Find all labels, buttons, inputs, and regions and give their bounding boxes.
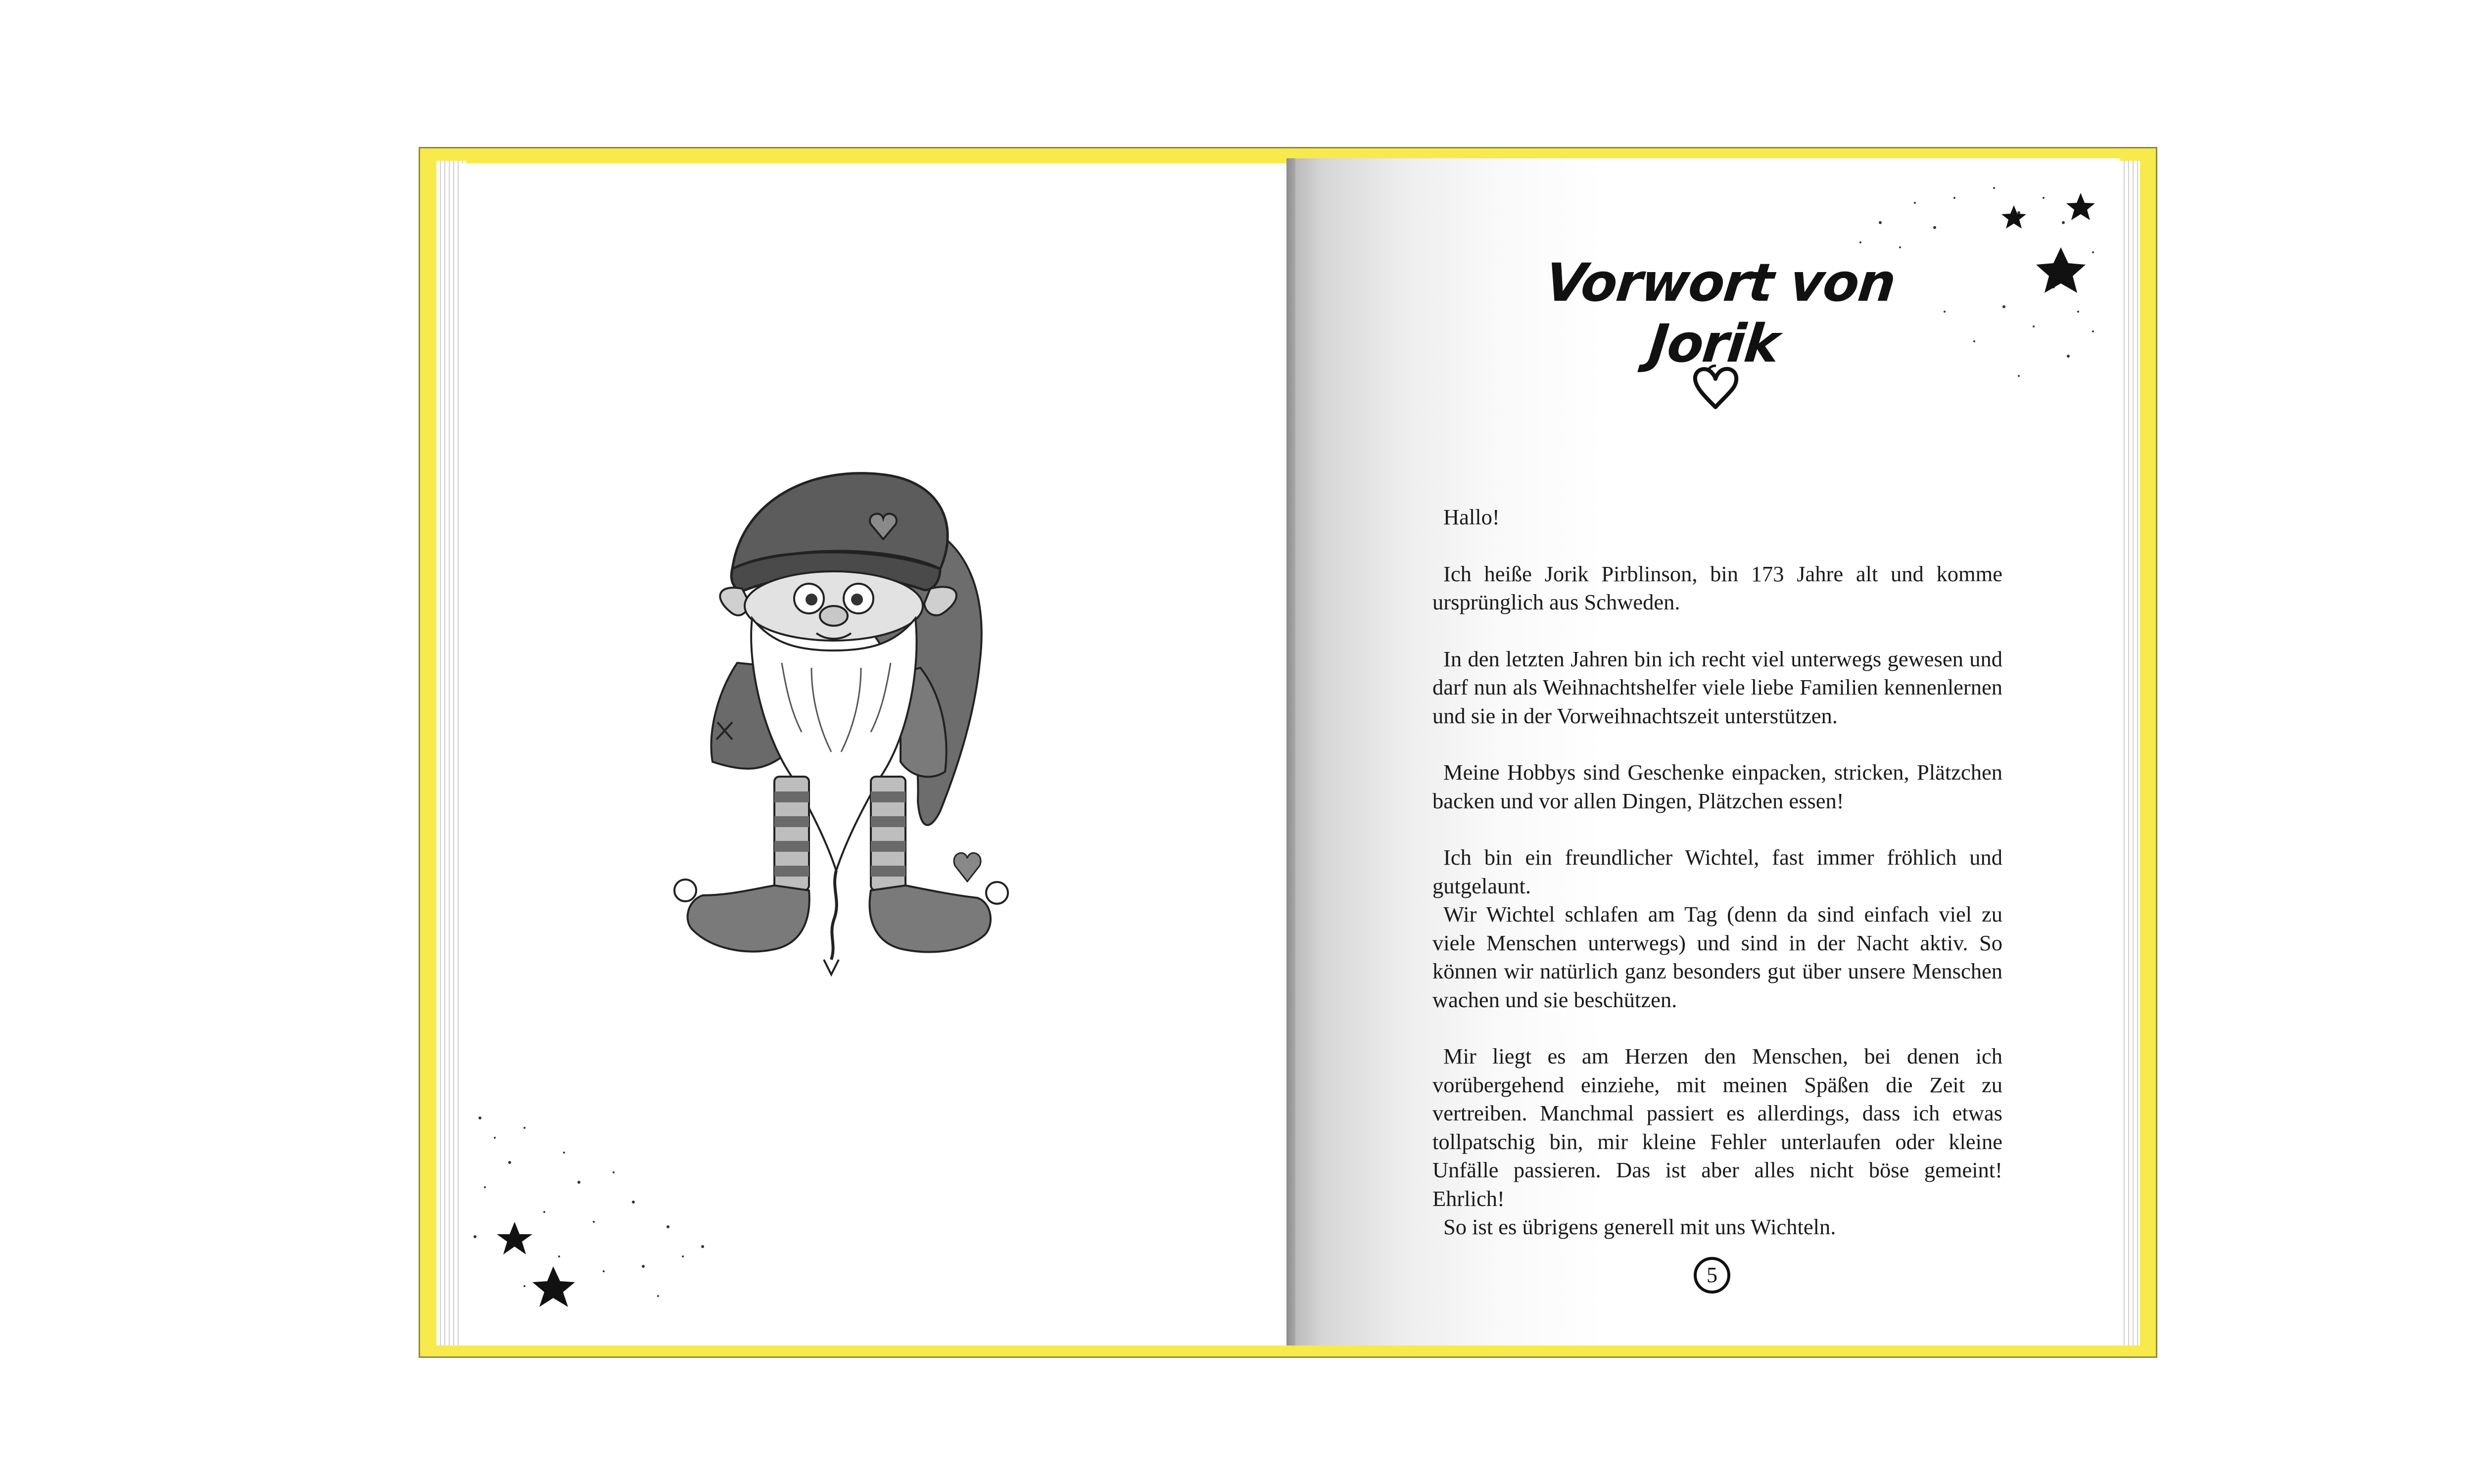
paragraph: Ich heiße Jorik Pirblinson, bin 173 Jahre alt und komme ursprünglich aus Schweden.	[1432, 561, 2002, 614]
star-icon	[497, 1222, 532, 1254]
gnome-illustration	[663, 455, 1069, 1039]
paragraph: So ist es übrigens generell mit uns Wichteln.	[1443, 1214, 1836, 1239]
preface-text	[1432, 503, 2002, 1270]
page-number	[1692, 1255, 1732, 1295]
paragraph: In den letzten Jahren bin ich recht viel unterwegs gewesen und darf nun als Weihnachtshelfer viele liebe Familien kennenlernen und sie in der Vorweihnachtszeit unterstützen.	[1432, 646, 2002, 728]
paragraph: Ich bin ein freundlicher Wichtel, fast immer fröhlich und gutgelaunt.	[1432, 845, 2002, 898]
star-icon	[2001, 205, 2026, 229]
star-icon	[2036, 247, 2086, 293]
paragraph: Mir liegt es am Herzen den Menschen, bei denen ich vorübergehend einziehe, mit meinen Späßen die Zeit zu vertreiben. Manchmal passiert es allerdings, dass ich etwas tollpatschig bin, mir kleine Fehler unterlaufen oder kleine Unfälle passieren. Das ist aber alles nicht böse gemeint! Ehrlich!	[1432, 1044, 2002, 1211]
paragraph: Meine Hobbys sind Geschenke einpacken, stricken, Plätzchen backen und vor allen Dingen, Plätzchen essen!	[1432, 760, 2002, 813]
page-title: Vorwort von Jorik	[1542, 252, 1898, 374]
page-number-value: 5	[1707, 1263, 1717, 1287]
heart-icon	[1688, 360, 1743, 415]
book-gutter	[1286, 158, 1295, 1345]
star-sparkles-left	[465, 1108, 722, 1316]
paragraph: Wir Wichtel schlafen am Tag (denn da sind einfach viel zu viele Menschen unterwegs) und sind in der Nacht aktiv. So können wir natürlich ganz besonders gut über unsere Menschen wachen und sie beschützen.	[1432, 902, 2002, 1012]
star-icon	[2066, 193, 2095, 220]
paragraph: Hallo!	[1443, 505, 1500, 529]
star-icon	[532, 1266, 575, 1307]
